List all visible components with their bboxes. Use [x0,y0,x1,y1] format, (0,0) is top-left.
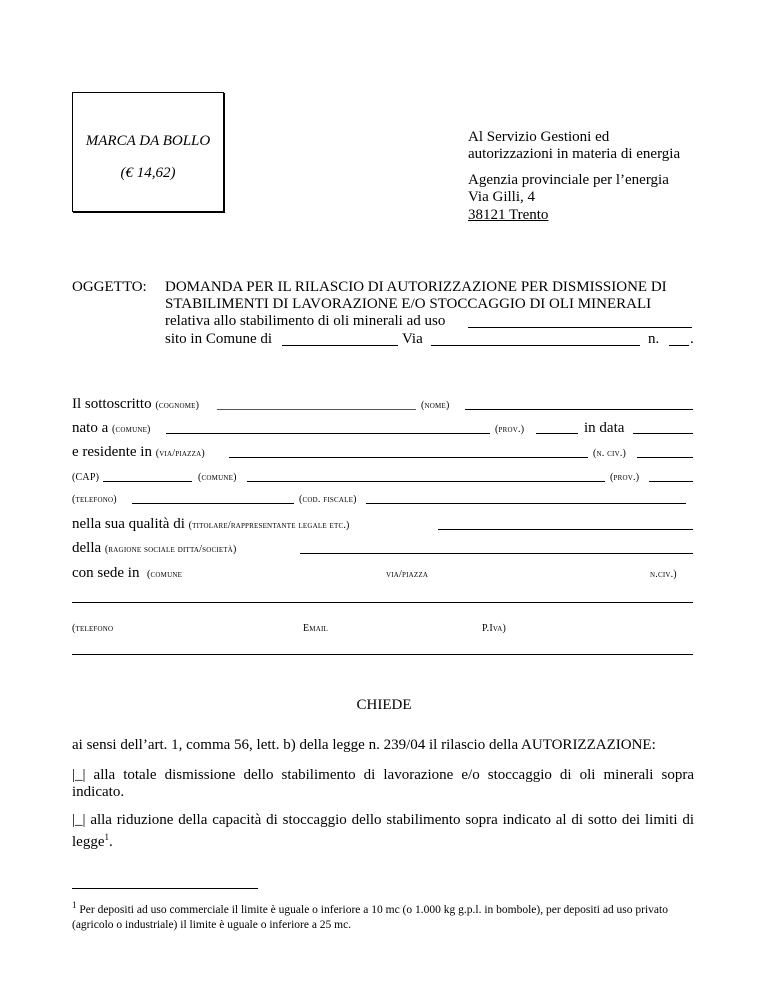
field-qualita[interactable] [438,529,693,530]
label-cap: (CAP) [72,472,100,483]
field-ragione-sociale[interactable] [300,553,693,554]
label-nato [72,420,151,437]
subject-line3: relativa allo stabilimento di oli minerali ad uso [165,313,446,329]
field-nome[interactable] [465,409,693,410]
label-via-piazza: (via/piazza) [155,448,205,459]
field-contatti[interactable] [72,654,693,655]
request-option-2-end: . [108,834,113,850]
label-qualita [72,516,350,533]
request-option-2[interactable] [72,812,694,851]
recipient-postcode: 38121 Trento [468,207,549,223]
footnote [72,898,697,933]
recipient-line2: autorizzazioni in materia di energia [468,146,681,162]
recipient-line3: Agenzia provinciale per l’energia [468,172,669,188]
subject-label: OGGETTO: [72,279,147,295]
field-prov-residenza[interactable] [649,481,693,482]
label-telefono: (telefono) [72,494,117,505]
label-sede-comune: (comune [146,569,183,580]
label-prov-residenza: (prov.) [610,472,640,483]
field-comune-nascita[interactable] [166,433,490,434]
field-data-nascita[interactable] [633,433,693,434]
field-cap[interactable] [103,481,192,482]
recipient-line4: Via Gilli, 4 [468,189,536,205]
label-residente [72,444,205,461]
label-sede-via: via/piazza [386,569,429,580]
text-residente: e residente in [72,444,152,460]
request-intro: ai sensi dell’art. 1, comma 56, lett. b) della legge n. 239/04 il rilascio della AUTORIZZAZIONE: [72,737,656,753]
request-option-2-text: |_| alla riduzione della capacità di stoccaggio dello stabilimento sopra indicato al di sotto dei limiti di legge [72,812,694,850]
label-sede-nciv: n.civ.) [650,569,677,580]
subject-period: . [690,331,694,347]
label-sottoscritto [72,396,199,413]
subject-via-label: Via [402,331,423,347]
label-comune-residenza: (comune) [198,472,237,483]
label-in-data: in data [584,420,625,436]
subject-line1: DOMANDA PER IL RILASCIO DI AUTORIZZAZIONE PER DISMISSIONE DI [165,279,667,295]
footnote-number: 1 [72,900,77,910]
field-cognome[interactable] [217,409,416,410]
request-option-1[interactable]: |_| alla totale dismissione dello stabilimento di lavorazione e/o stoccaggio di oli minerali sopra indicato. [72,767,694,800]
subject-n-label: n. [648,331,660,347]
text-della: della [72,540,102,556]
field-prov-nascita[interactable] [536,433,578,434]
stamp-title: MARCA DA BOLLO [85,133,211,149]
label-piva: P.Iva) [482,623,507,634]
stamp-box [72,92,224,212]
text-sottoscritto: Il sottoscritto [72,396,152,412]
recipient-line1: Al Servizio Gestioni ed [468,129,610,145]
footnote-divider [72,888,258,889]
field-uso[interactable] [468,327,692,328]
field-comune-sito[interactable] [282,345,398,346]
label-cod-fiscale: (cod. fiscale) [299,494,357,505]
label-sede-telefono: (telefono [72,623,114,634]
stamp-price: (€ 14,62) [120,165,176,181]
label-sede [72,565,182,582]
label-comune-nascita: (comune) [111,424,151,435]
field-telefono[interactable] [132,503,294,504]
field-n-civ[interactable] [637,457,693,458]
field-comune-residenza[interactable] [247,481,605,482]
label-della [72,540,237,557]
field-sede[interactable] [72,602,693,603]
label-email: Email [303,623,328,634]
label-nome: (nome) [421,400,450,411]
request-heading: CHIEDE [356,697,412,713]
label-cognome: (cognome) [155,400,200,411]
field-via-residenza[interactable] [229,457,588,458]
label-titolare: (titolare/rappresentante legale etc.) [188,520,350,531]
text-sede: con sede in [72,565,140,581]
subject-line2: STABILIMENTI DI LAVORAZIONE E/O STOCCAGGIO DI OLI MINERALI [165,296,652,312]
field-n-sito[interactable] [669,345,689,346]
footnote-text: Per depositi ad uso commerciale il limite è uguale o inferiore a 10 mc (o 1.000 kg g.p.l. in bombole), per depositi ad uso privato (agricolo o industriale) il limite è uguale o inferiore a 25 mc. [72,903,668,931]
text-nato-a: nato a [72,420,109,436]
field-via-sito[interactable] [431,345,640,346]
field-cod-fiscale[interactable] [366,503,686,504]
label-n-civ: (n. civ.) [593,448,627,459]
subject-line4-label: sito in Comune di [165,331,273,347]
footnote-ref: 1 [104,832,109,842]
text-qualita: nella sua qualità di [72,516,185,532]
label-ragione-sociale: (ragione sociale ditta/società) [104,544,237,555]
label-prov-nascita: (prov.) [495,424,525,435]
